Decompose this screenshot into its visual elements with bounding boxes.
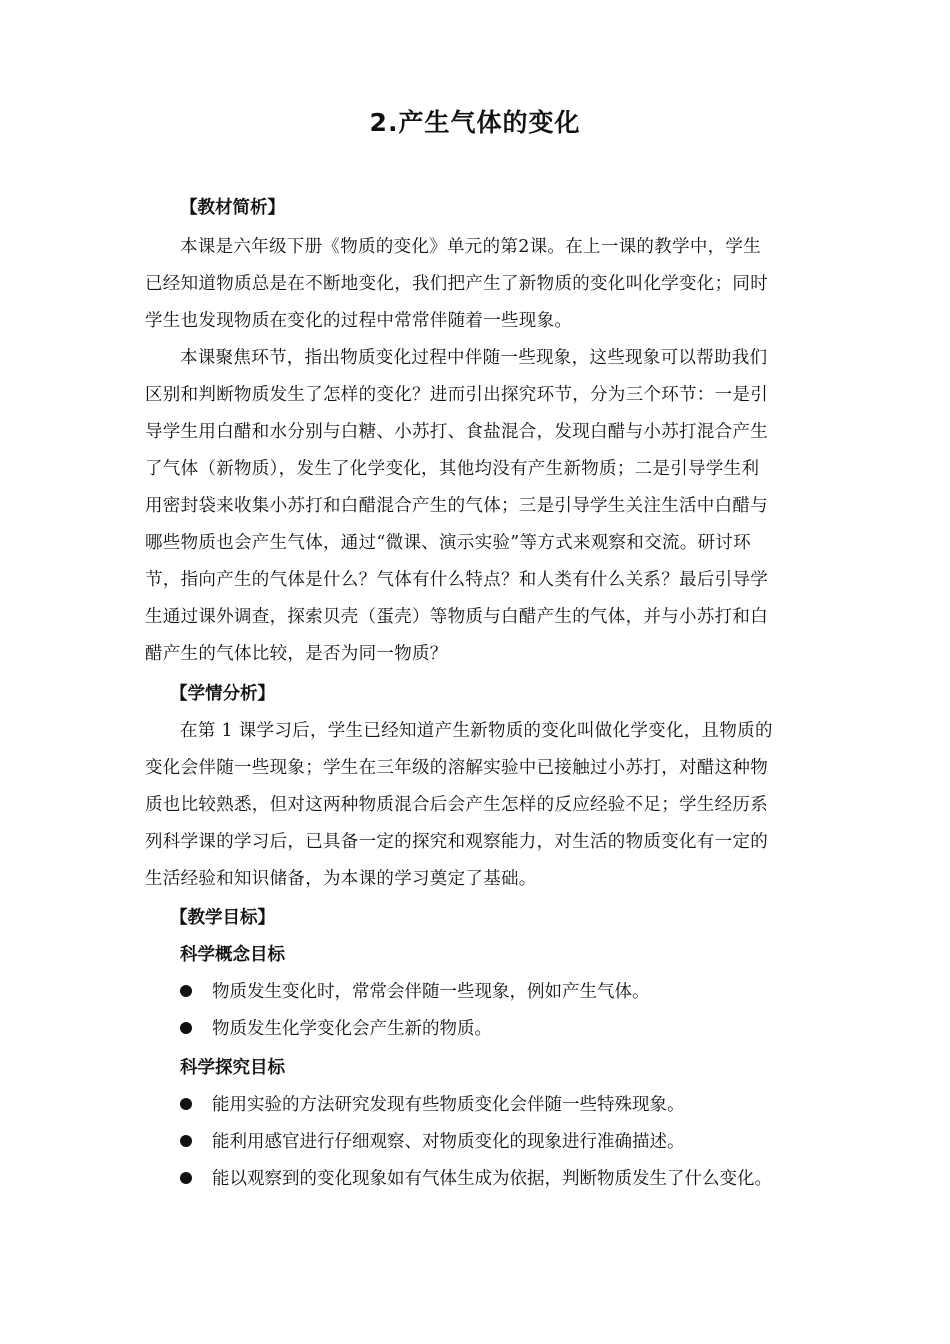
paragraph-line: 节，指向产生的气体是什么？气体有什么特点？和人类有什么关系？最后引导学 [145,570,768,590]
paragraph-line: 本课聚焦环节，指出物质变化过程中伴随一些现象，这些现象可以帮助我们 [180,348,768,368]
paragraph-line: 已经知道物质总是在不断地变化，我们把产生了新物质的变化叫化学变化；同时 [145,274,768,294]
paragraph-line: 生通过课外调查，探索贝壳（蛋壳）等物质与白醋产生的气体，并与小苏打和白 [145,607,768,627]
paragraph-line: 了气体（新物质），发生了化学变化，其他均没有产生新物质；二是引导学生利 [145,459,760,479]
list-item-text: 物质发生化学变化会产生新的物质。 [212,1019,492,1039]
subheading-inquiry-goals: 科学探究目标 [180,1058,285,1078]
list-item-text: 物质发生变化时，常常会伴随一些现象，例如产生气体。 [212,982,650,1002]
list-item [180,978,650,1003]
bullet-icon [180,985,192,997]
section-heading-goals: 【教学目标】 [170,908,275,928]
list-item [180,1165,772,1190]
list-item-text: 能用实验的方法研究发现有些物质变化会伴随一些特殊现象。 [212,1095,685,1115]
paragraph-line: 在第 1 课学习后，学生已经知道产生新物质的变化叫做化学变化，且物质的 [180,721,773,741]
bullet-icon [180,1135,192,1147]
paragraph-line: 变化会伴随一些现象；学生在三年级的溶解实验中已接触过小苏打，对醋这种物 [145,758,768,778]
bullet-icon [180,1098,192,1110]
paragraph-line: 学生也发现物质在变化的过程中常常伴随着一些现象。 [145,311,573,331]
paragraph-line: 醋产生的气体比较，是否为同一物质？ [145,644,448,664]
page-title: 2.产生气体的变化 [369,108,581,137]
list-item [180,1128,685,1153]
list-item [180,1091,685,1116]
paragraph-line: 生活经验和知识储备，为本课的学习奠定了基础。 [145,869,537,889]
bullet-icon [180,1172,192,1184]
paragraph-line: 本课是六年级下册《物质的变化》单元的第2课。在上一课的教学中，学生 [180,237,762,257]
bullet-icon [180,1022,192,1034]
paragraph-line: 导学生用白醋和水分别与白糖、小苏打、食盐混合，发现白醋与小苏打混合产生 [145,422,768,442]
section-heading-learner: 【学情分析】 [170,684,275,704]
list-item-text: 能以观察到的变化现象如有气体生成为依据，判断物质发生了什么变化。 [212,1169,772,1189]
paragraph-line: 质也比较熟悉，但对这两种物质混合后会产生怎样的反应经验不足；学生经历系 [145,795,768,815]
list-item [180,1015,492,1040]
list-item-text: 能利用感官进行仔细观察、对物质变化的现象进行准确描述。 [212,1132,685,1152]
paragraph-line: 区别和判断物质发生了怎样的变化？进而引出探究环节，分为三个环节：一是引 [145,385,768,405]
paragraph-line: 列科学课的学习后，已具备一定的探究和观察能力，对生活的物质变化有一定的 [145,832,768,852]
subheading-concept-goals: 科学概念目标 [180,945,285,965]
section-heading-textbook: 【教材简析】 [180,198,285,218]
paragraph-line: 用密封袋来收集小苏打和白醋混合产生的气体；三是引导学生关注生活中白醋与 [145,496,768,516]
paragraph-line: 哪些物质也会产生气体，通过“微课、演示实验”等方式来观察和交流。研讨环 [145,533,751,553]
